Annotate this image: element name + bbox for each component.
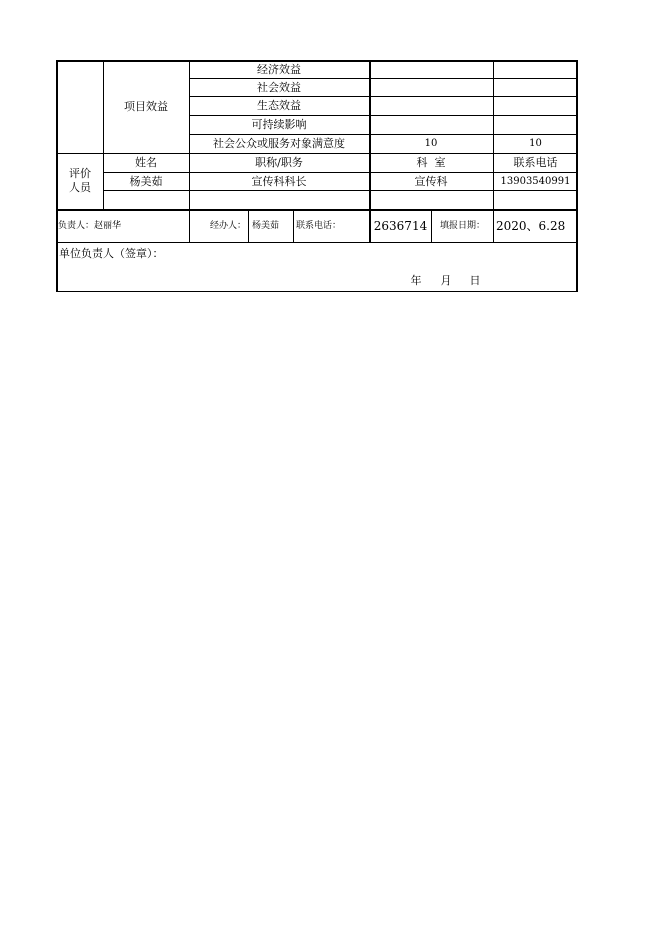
- evaluation-form: [56, 60, 578, 292]
- rule-bottom: [56, 291, 578, 292]
- satisfaction-value-2: 10: [529, 138, 542, 149]
- rule-row-7: [103, 190, 578, 191]
- handler-label: 经办人：: [209, 220, 246, 231]
- phone-label: 联系电话：: [296, 220, 342, 231]
- signature-month: 月: [440, 273, 452, 287]
- evaluator-label: 评价人员: [69, 167, 91, 194]
- rule-left: [56, 60, 58, 292]
- project-benefit-label: 项目效益: [124, 100, 168, 113]
- signature-year: 年: [410, 273, 422, 287]
- benefit-economic: 经济效益: [257, 62, 301, 76]
- evaluator-dept: 宣传科: [414, 174, 448, 188]
- handler-name: 杨美茹: [252, 220, 280, 231]
- header-phone: 联系电话: [513, 156, 558, 169]
- evaluator-phone: 13903540991: [500, 175, 571, 187]
- header-title: 职称/职务: [255, 156, 303, 169]
- evaluator-name: 杨美茹: [129, 174, 163, 188]
- phone-value: 2636714: [373, 218, 428, 233]
- evaluator-title: 宣传科科长: [251, 174, 307, 188]
- date-value: 2020、6.28: [496, 218, 566, 233]
- date-label: 填报日期：: [439, 220, 485, 231]
- signature-day: 日: [469, 273, 481, 287]
- benefit-sustainable: 可持续影响: [251, 118, 307, 131]
- header-dept: 科 室: [416, 156, 446, 169]
- header-name: 姓名: [135, 156, 157, 169]
- benefit-social: 社会效益: [257, 80, 301, 94]
- responsible-person: 负责人：赵丽华: [58, 220, 122, 231]
- satisfaction-label: 社会公众或服务对象满意度: [213, 137, 345, 150]
- rule-footer-bottom: [56, 242, 578, 243]
- satisfaction-value-1: 10: [424, 138, 438, 149]
- benefit-ecological: 生态效益: [257, 99, 301, 112]
- signature-label: 单位负责人（签章）：: [59, 246, 164, 260]
